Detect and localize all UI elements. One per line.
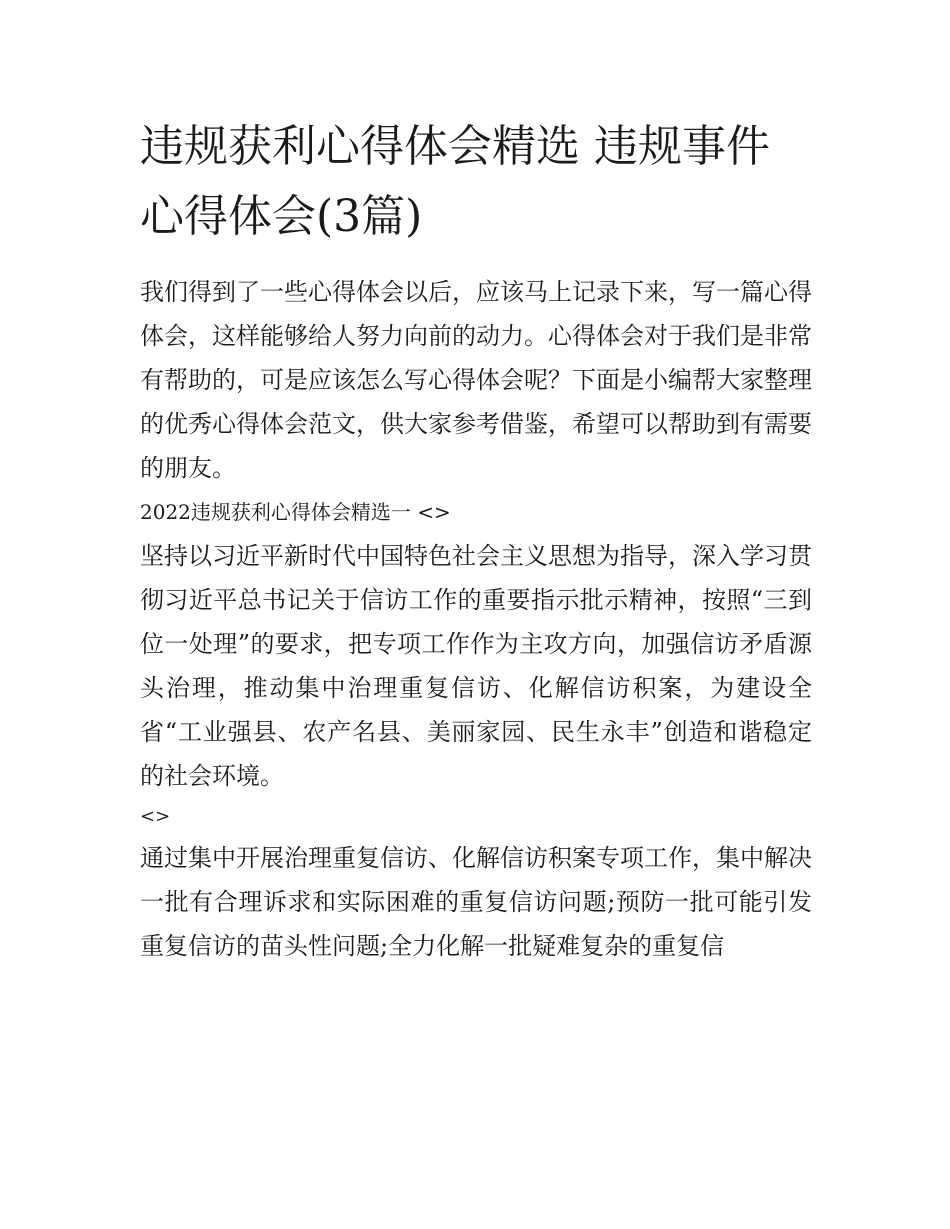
section-heading: 2022违规获利心得体会精选一 <> — [140, 500, 451, 524]
intro-paragraph: 我们得到了一些心得体会以后，应该马上记录下来，写一篇心得体会，这样能够给人努力向前的动力。心得体会对于我们是非常有帮助的，可是应该怎么写心得体会呢？下面是小编帮大家整理的优秀心得体会范文，供大家参考借鉴，希望可以帮助到有需要的朋友。 — [140, 278, 812, 482]
body-paragraph-1: 坚持以习近平新时代中国特色社会主义思想为指导，深入学习贯彻习近平总书记关于信访工作的重要指示批示精神，按照“三到位一处理”的要求，把专项工作作为主攻方向，加强信访矛盾源头治理，推动集中治理重复信访、化解信访积案，为建设全省“工业强县、农产名县、美丽家园、民生永丰”创造和谐稳定的社会环境。 — [140, 542, 812, 790]
body-paragraph-2: 通过集中开展治理重复信访、化解信访积案专项工作，集中解决一批有合理诉求和实际困难的重复信访问题;预防一批可能引发重复信访的苗头性问题;全力化解一批疑难复杂的重复信 — [140, 844, 812, 960]
section-marker: <> — [140, 806, 171, 827]
document-page — [140, 112, 812, 968]
document-title: 违规获利心得体会精选 违规事件心得体会(3篇) — [140, 121, 770, 242]
